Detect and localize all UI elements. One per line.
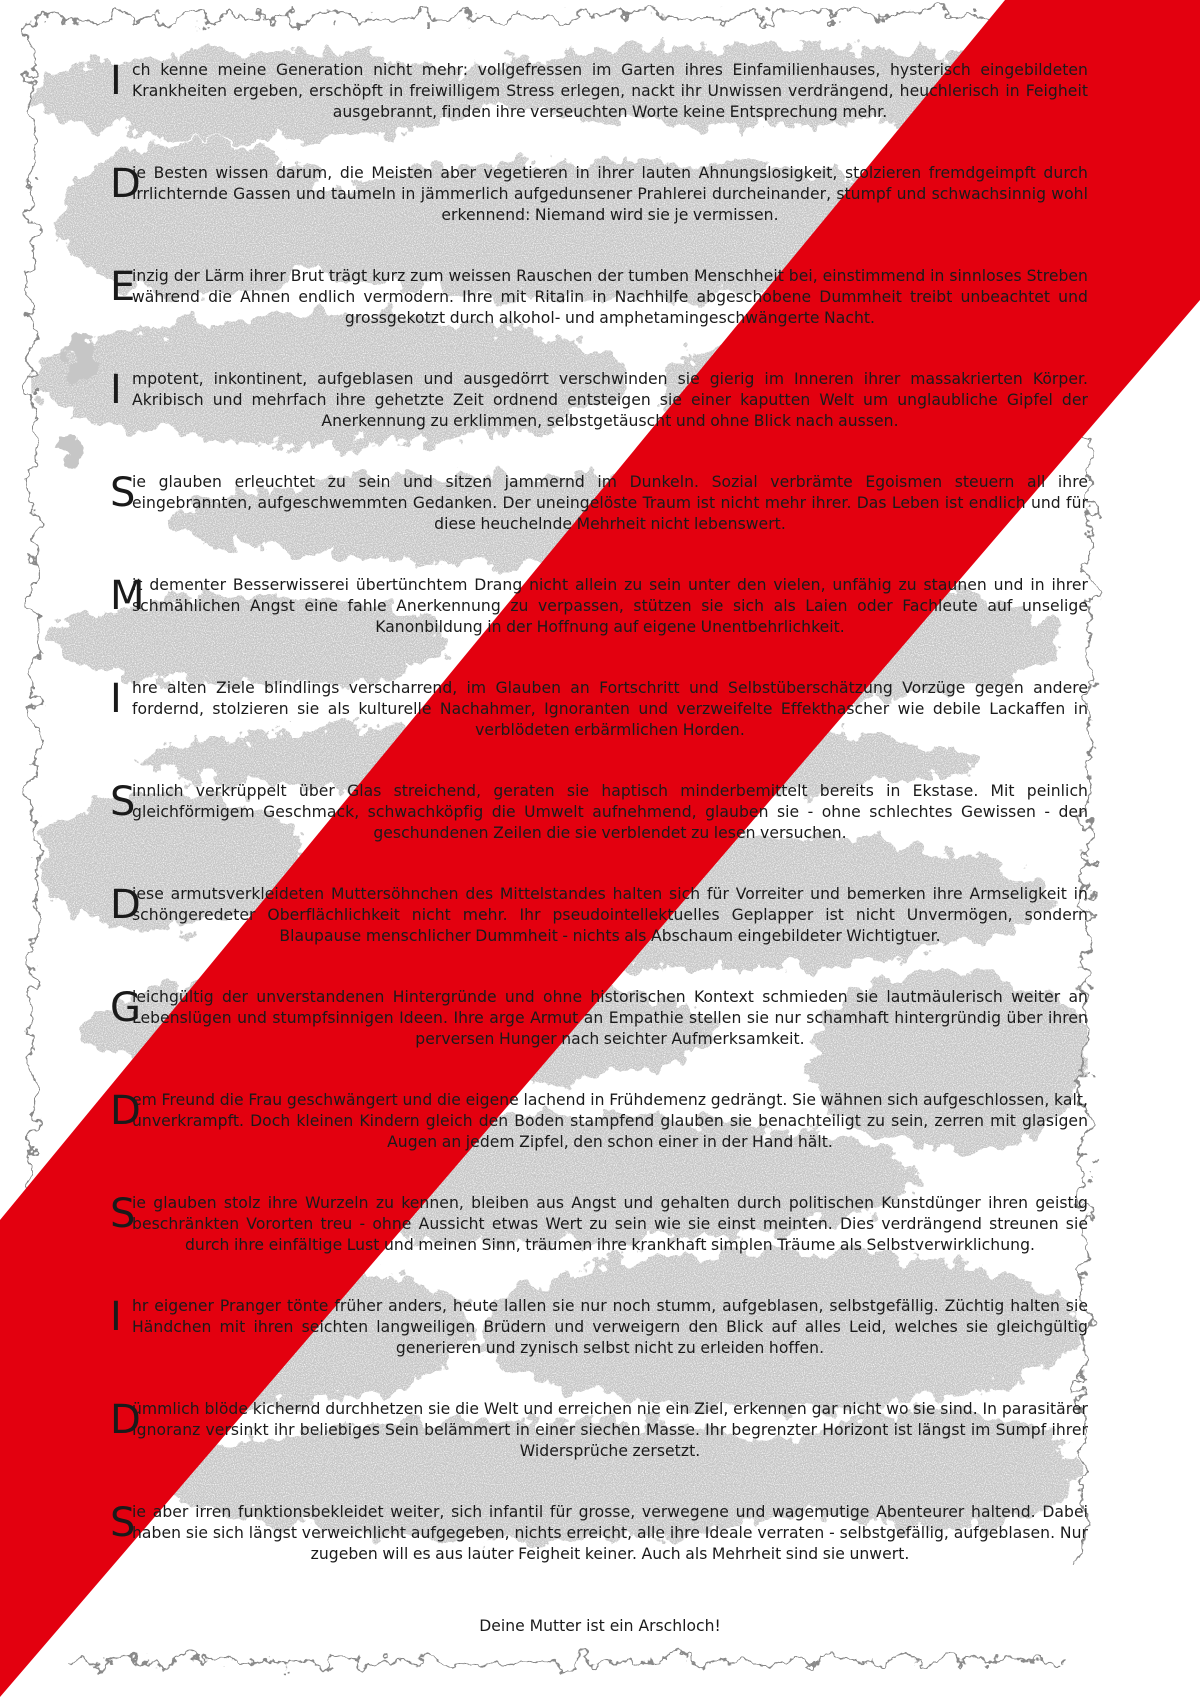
drop-initial: M — [110, 573, 145, 619]
paragraph — [112, 60, 1088, 123]
paragraph-text: hre alten Ziele blindlings verscharrend, im Glauben an Fortschritt und Selbstüberschätzung Vorzüge gegen andere fordernd, stolzieren sie als kulturelle Nachahmer, Ignoranten und verzweifelte Effekthascher wie debile Lackaffen in verblödeten erbärmlichen Horden. — [132, 679, 1088, 739]
paragraph — [112, 369, 1088, 432]
paragraph-text: ümmlich blöde kichernd durchhetzen sie die Welt und erreichen nie ein Ziel, erkennen gar nicht wo sie sind. In parasitärer Ignoranz versinkt ihr beliebiges Sein belämmert in einer siechen Masse. Ihr begrenzter Horizont ist längst im Sumpf ihrer Widersprüche zersetzt. — [132, 1400, 1088, 1460]
paragraph — [112, 163, 1088, 226]
drop-initial: S — [110, 1191, 136, 1237]
paragraph — [112, 266, 1088, 329]
drop-initial: S — [110, 1500, 136, 1546]
paragraph — [112, 1296, 1088, 1359]
paragraph — [112, 1502, 1088, 1565]
paragraph — [112, 1193, 1088, 1277]
drop-initial: D — [110, 1088, 141, 1134]
drop-initial: D — [110, 882, 141, 928]
paragraph — [112, 678, 1088, 741]
paragraph-text: ie Besten wissen darum, die Meisten aber vegetieren in ihrer lauten Ahnungslosigkeit, stolzieren fremdgeimpft durch irrlichternde Gassen und taumeln in jämmerlich aufgedunsener Prahlerei durcheinander, stumpf und schwachsinnig wohl erkennend: Niemand wird sie je vermissen. — [132, 164, 1088, 224]
paragraph — [112, 1399, 1088, 1462]
drop-initial: D — [110, 1397, 141, 1443]
paragraph-text: ch kenne meine Generation nicht mehr: vollgefressen im Garten ihres Einfamilienhauses, hysterisch eingebildeten Krankheiten ergeben, erschöpft in freiwilligem Stress erlegen, nackt ihr Unwissen verdrängend, heuchlerisch in Feigheit ausgebrannt, finden ihre verseuchten Worte keine Entsprechung mehr. — [132, 61, 1088, 121]
paragraph — [112, 987, 1088, 1050]
drop-initial: S — [110, 779, 136, 825]
paragraph-text: mpotent, inkontinent, aufgeblasen und ausgedörrt verschwinden sie gierig im Inneren ihrer massakrierten Körper. Akribisch und mehrfach ihre gehetzte Zeit ordnend entsteigen sie einer kaputten Welt um unglaubliche Gipfel der Anerkennung zu erklimmen, selbstgetäuscht und ohne Blick nach aussen. — [132, 370, 1088, 430]
drop-initial: D — [110, 161, 141, 207]
manifesto-text — [112, 60, 1088, 1605]
paragraph — [112, 575, 1088, 638]
paragraph-text: em Freund die Frau geschwängert und die eigene lachend in Frühdemenz gedrängt. Sie wähnen sich aufgeschlossen, kalt, unverkrampft. Doch kleinen Kindern gleich den Boden stampfend glauben sie benachteiligt zu sein, zerren mit glasigen Augen an jedem Zipfel, den schon einer in der Hand hält. — [132, 1091, 1088, 1151]
paragraph-text: hr eigener Pranger tönte früher anders, heute lallen sie nur noch stumm, aufgeblasen, selbstgefällig. Züchtig halten sie Händchen mit ihren seichten langweiligen Brüdern und verweigern den Blick auf alles Leid, welches sie gleichgültig generieren und zynisch selbst nicht zu erleiden hoffen. — [132, 1297, 1088, 1357]
paragraph — [112, 1090, 1088, 1153]
paragraph — [112, 781, 1088, 844]
drop-initial: I — [110, 367, 122, 413]
paragraph — [112, 472, 1088, 535]
drop-initial: E — [110, 264, 136, 310]
paragraph-text: inzig der Lärm ihrer Brut trägt kurz zum weissen Rauschen der tumben Menschheit bei, einstimmend in sinnloses Streben während die Ahnen endlich vermodern. Ihre mit Ritalin in Nachhilfe abgeschobene Dummheit treibt unbeachtet und grossgekotzt durch alkohol- und amphetamingeschwängerte Nacht. — [132, 267, 1088, 327]
drop-initial: I — [110, 58, 122, 104]
paragraph-text: innlich verkrüppelt über Glas streichend, geraten sie haptisch minderbemittelt bereits in Ekstase. Mit peinlich gleichförmigem Geschmack, schwachköpfig die Umwelt aufnehmend, glauben sie - ohne schlechtes Gewissen - den geschundenen Zeilen die sie verblendet zu lesen versuchen. — [132, 782, 1088, 842]
paragraph-text: it dementer Besserwisserei übertünchtem Drang nicht allein zu sein unter den vielen, unfähig zu staunen und in ihrer schmählichen Angst eine fahle Anerkennung zu verpassen, stützen sie sich als Laien oder Fachleute auf unselige Kanonbildung in der Hoffnung auf eigene Unentbehrlichkeit. — [132, 576, 1088, 636]
paragraph-text: iese armutsverkleideten Muttersöhnchen des Mittelstandes halten sich für Vorreiter und bemerken ihre Armseligkeit in schöngeredeter Oberflächlichkeit nicht mehr. Ihr pseudointellektuelles Geplapper ist nicht Unvermögen, sondern Blaupause menschlicher Dummheit - nichts als Abschaum eingebildeter Wichtigtuer. — [132, 885, 1088, 945]
paragraph-text: ie aber irren funktionsbekleidet weiter, sich infantil für grosse, verwegene und wagemutige Abenteurer haltend. Dabei haben sie sich längst verweichlicht aufgegeben, nichts erreicht, alle ihre Ideale verraten - selbstgefällig, aufgeblasen. Nur zugeben will es aus lauter Feigheit keiner. Auch als Mehrheit sind sie unwert. — [132, 1503, 1088, 1563]
paragraph-text: ie glauben erleuchtet zu sein und sitzen jammernd im Dunkeln. Sozial verbrämte Egoismen steuern all ihre eingebrannten, aufgeschwemmten Gedanken. Der uneingelöste Traum ist nicht mehr ihrer. Das Leben ist endlich und für diese heuchelnde Mehrheit nicht lebenswert. — [132, 473, 1088, 533]
closing-line: Deine Mutter ist ein Arschloch! — [479, 1617, 721, 1635]
paragraph — [112, 884, 1088, 947]
drop-initial: I — [110, 1294, 122, 1340]
drop-initial: S — [110, 470, 136, 516]
drop-initial: G — [110, 985, 142, 1031]
drop-initial: I — [110, 676, 122, 722]
paragraph-text: ie glauben stolz ihre Wurzeln zu kennen, bleiben aus Angst und gehalten durch politischen Kunstdünger ihren geistig beschränkten Vororten treu - ohne Aussicht etwas Wert zu sein wie sie einst meinten. Dies verdrängend streunen sie durch ihre einfältige Lust und meinen Sinn, träumen ihre krankhaft simplen Träume als Selbstverwirklichung. — [132, 1194, 1088, 1254]
paragraph-text: leichgültig der unverstandenen Hintergründe und ohne historischen Kontext schmieden sie lautmäulerisch weiter an Lebenslügen und stumpfsinnigen Ideen. Ihre arge Armut an Empathie stellen sie nur schamhaft hintergründig über ihren perversen Hunger nach seichter Aufmerksamkeit. — [132, 988, 1088, 1048]
